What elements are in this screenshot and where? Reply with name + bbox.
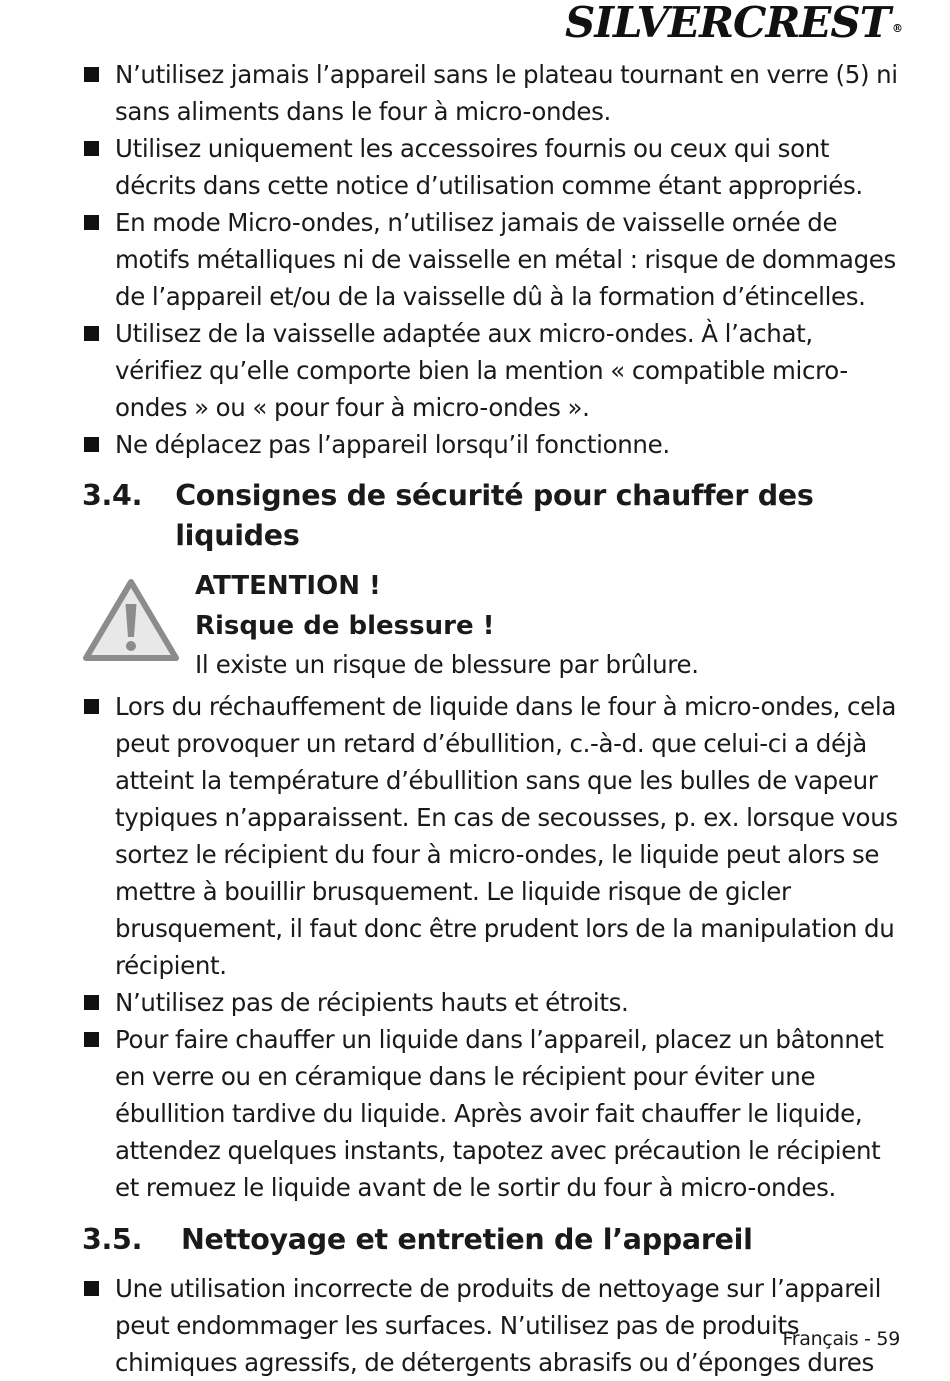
bullet-list-3-5 bbox=[82, 1270, 902, 1381]
list-item-text: Une utilisation incorrecte de produits de nettoyage sur l’appareil peut endommager les surfaces. N’utilisez pas de produits chimiques agressifs, de détergents abrasifs ou d’éponges dures bbox=[115, 1274, 882, 1377]
list-item-text: Utilisez de la vaisselle adaptée aux micro-ondes. À l’achat, vérifiez qu’elle comporte bien la mention « compatible micro-ondes » ou « pour four à micro-ondes ». bbox=[115, 319, 848, 422]
warning-triangle-icon bbox=[82, 578, 180, 664]
list-item-text: N’utilisez jamais l’appareil sans le plateau tournant en verre (5) ni sans aliments dans le four à micro-ondes. bbox=[115, 60, 898, 126]
list-item bbox=[82, 56, 902, 130]
list-item-text: Pour faire chauffer un liquide dans l’appareil, placez un bâtonnet en verre ou en céramique dans le récipient pour éviter une ébullition tardive du liquide. Après avoir fait chauffer le liquide, attendez quelques instants, tapotez avec précaution le récipient et remuez le liquide avant de le sortir du four à micro-ondes. bbox=[115, 1025, 884, 1202]
list-item bbox=[82, 1021, 902, 1206]
bullet-square-icon bbox=[84, 326, 99, 341]
bullet-square-icon bbox=[84, 1281, 99, 1296]
section-number: 3.4. bbox=[82, 479, 143, 512]
brand-logo bbox=[565, 0, 902, 46]
page-content bbox=[82, 56, 902, 1381]
list-item bbox=[82, 426, 902, 463]
list-item bbox=[82, 130, 902, 204]
section-title: Consignes de sécurité pour chauffer des liquides bbox=[175, 479, 814, 552]
list-item-text: En mode Micro-ondes, n’utilisez jamais de vaisselle ornée de motifs métalliques ni de vaisselle en métal : risque de dommages de l’appareil et/ou de la vaisselle dû à la formation d’étincelles. bbox=[115, 208, 896, 311]
page-footer: Français - 59 bbox=[782, 1328, 900, 1350]
list-item bbox=[82, 315, 902, 426]
list-item-text: Utilisez uniquement les accessoires fournis ou ceux qui sont décrits dans cette notice d’utilisation comme étant appropriés. bbox=[115, 134, 863, 200]
warning-box bbox=[82, 566, 902, 684]
bullet-square-icon bbox=[84, 141, 99, 156]
list-item bbox=[82, 1270, 902, 1381]
registered-mark: ® bbox=[892, 22, 902, 35]
list-item-text: Lors du réchauffement de liquide dans le four à micro-ondes, cela peut provoquer un retard d’ébullition, c.-à-d. que celui-ci a déjà atteint la température d’ébullition sans que les bulles de vapeur typiques n’apparaissent. En cas de secousses, p. ex. lorsque vous sortez le récipient du four à micro-ondes, le liquide peut alors se mettre à bouillir brusquement. Le liquide risque de gicler brusquement, il faut donc être prudent lors de la manipulation du récipient. bbox=[115, 692, 898, 980]
list-item-text: N’utilisez pas de récipients hauts et étroits. bbox=[115, 988, 629, 1017]
warning-body: Il existe un risque de blessure par brûlure. bbox=[195, 650, 699, 679]
bullet-square-icon bbox=[84, 995, 99, 1010]
brand-name: SILVERCREST bbox=[565, 0, 890, 47]
bullet-square-icon bbox=[84, 67, 99, 82]
list-item bbox=[82, 204, 902, 315]
section-title: Nettoyage et entretien de l’appareil bbox=[181, 1223, 753, 1256]
section-number: 3.5. bbox=[82, 1223, 143, 1256]
bullet-square-icon bbox=[84, 215, 99, 230]
list-item bbox=[82, 688, 902, 984]
section-heading-3-4 bbox=[82, 476, 902, 556]
bullet-square-icon bbox=[84, 1032, 99, 1047]
warning-subtitle: Risque de blessure ! bbox=[195, 611, 495, 641]
bullet-square-icon bbox=[84, 699, 99, 714]
list-item-text: Ne déplacez pas l’appareil lorsqu’il fonctionne. bbox=[115, 430, 670, 459]
bullet-list-3-4 bbox=[82, 688, 902, 1206]
section-heading-3-5 bbox=[82, 1220, 902, 1260]
warning-title: ATTENTION ! bbox=[195, 571, 381, 601]
bullet-list-top bbox=[82, 56, 902, 463]
bullet-square-icon bbox=[84, 437, 99, 452]
warning-text-block bbox=[195, 566, 699, 684]
list-item bbox=[82, 984, 902, 1021]
